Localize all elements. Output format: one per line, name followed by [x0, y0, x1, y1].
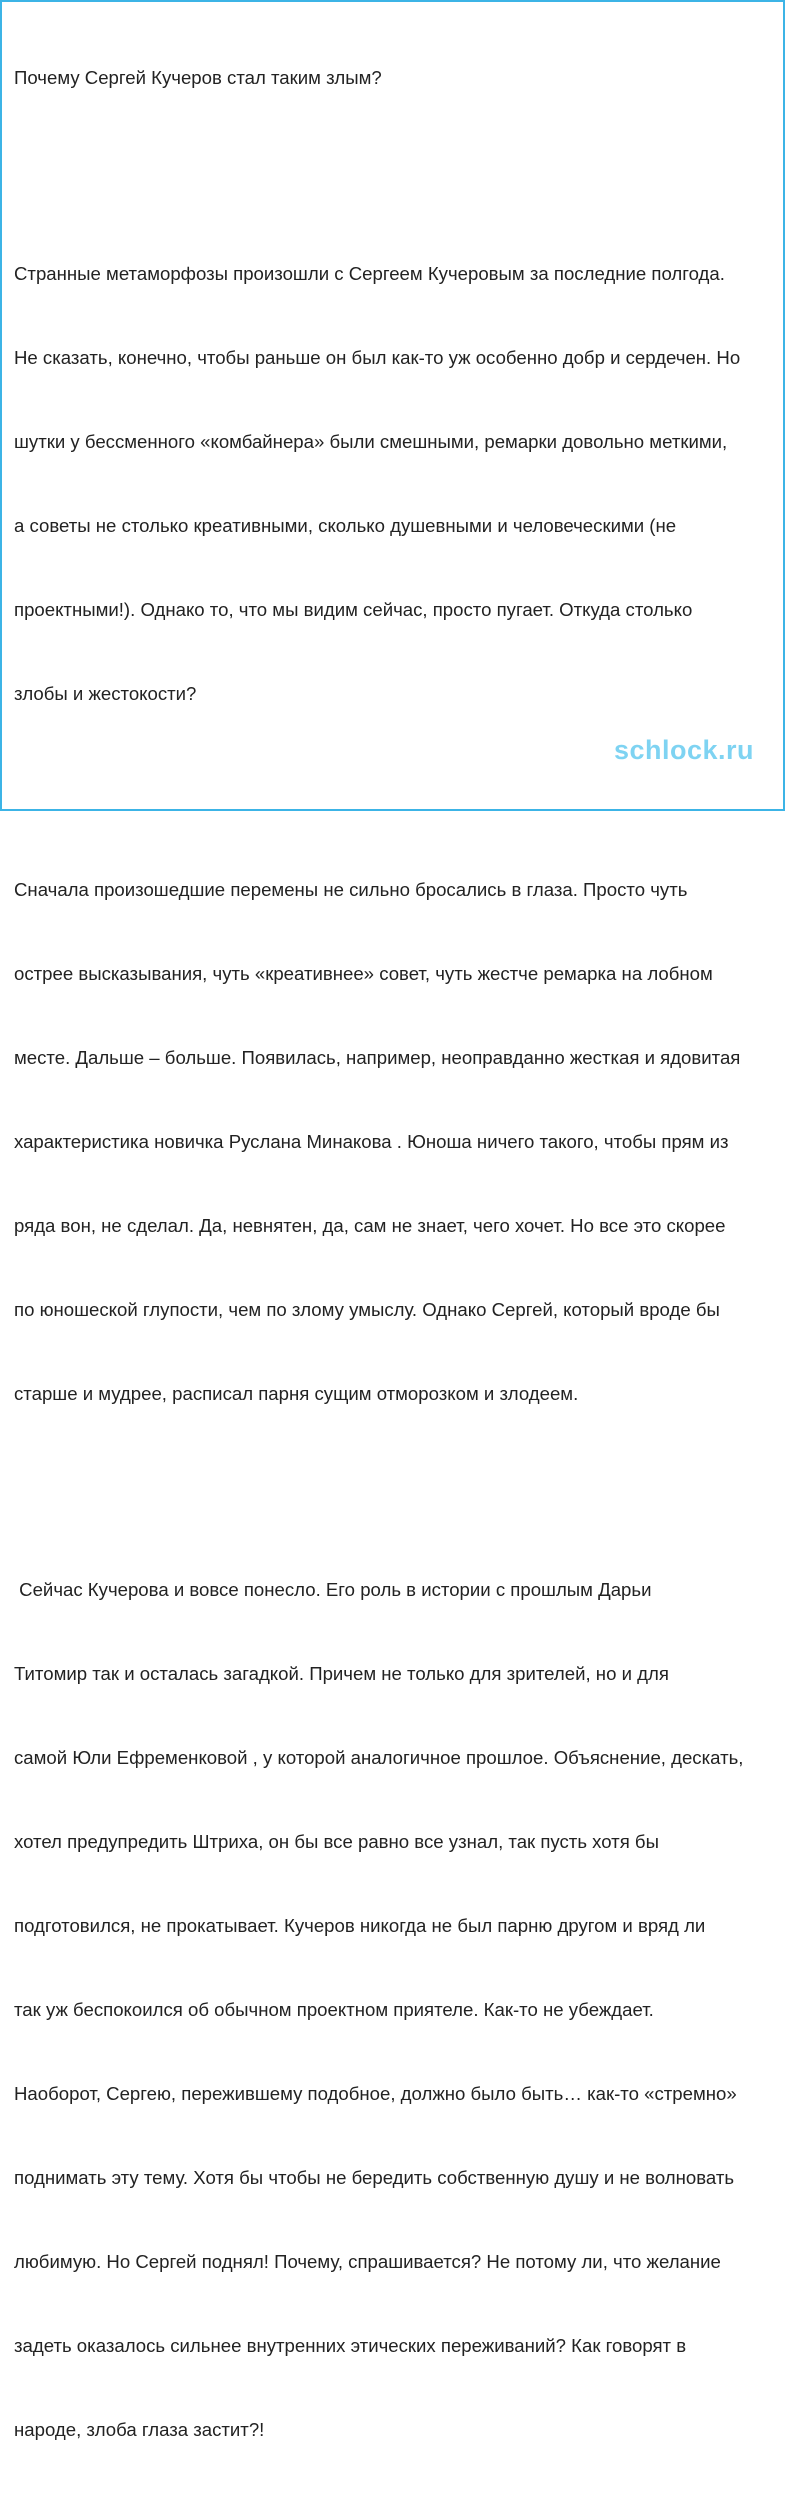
- paragraph-1-line-2: Не сказать, конечно, чтобы раньше он был как-то уж особенно добр и сердечен. Но: [14, 347, 741, 368]
- paragraph-3-line-7: Наоборот, Сергею, пережившему подобное, должно было быть… как-то «стремно»: [14, 2083, 737, 2104]
- paragraph-spacer: [14, 1464, 776, 1492]
- paragraph-1-line-3: шутки у бессменного «комбайнера» были смешными, ремарки довольно меткими,: [14, 431, 728, 452]
- paragraph-3-line-11: народе, злоба глаза застит?!: [14, 2419, 265, 2440]
- paragraph-spacer: [14, 764, 776, 792]
- article-title: Почему Сергей Кучеров стал таким злым?: [14, 67, 382, 88]
- paragraph-2-line-5: ряда вон, не сделал. Да, невнятен, да, сам не знает, чего хочет. Но все это скорее: [14, 1215, 726, 1236]
- paragraph-2-line-3: месте. Дальше – больше. Появилась, например, неоправданно жесткая и ядовитая: [14, 1047, 741, 1068]
- paragraph-3-line-2: Титомир так и осталась загадкой. Причем не только для зрителей, но и для: [14, 1663, 669, 1684]
- article-body: [14, 8, 776, 2500]
- paragraph-3-line-4: хотел предупредить Штриха, он бы все равно все узнал, так пусть хотя бы: [14, 1831, 659, 1852]
- paragraph-3-line-10: задеть оказалось сильнее внутренних этических переживаний? Как говорят в: [14, 2335, 687, 2356]
- paragraph-3-line-5: подготовился, не прокатывает. Кучеров никогда не был парню другом и вряд ли: [14, 1915, 706, 1936]
- paragraph-2-line-4: характеристика новичка Руслана Минакова . Юноша ничего такого, чтобы прям из: [14, 1131, 729, 1152]
- paragraph-3-line-6: так уж беспокоился об обычном проектном приятеле. Как-то не убеждает.: [14, 1999, 654, 2020]
- paragraph-2-line-7: старше и мудрее, расписал парня сущим отморозком и злодеем.: [14, 1383, 579, 1404]
- paragraph-2-line-6: по юношеской глупости, чем по злому умыслу. Однако Сергей, который вроде бы: [14, 1299, 720, 1320]
- paragraph-3-line-9: любимую. Но Сергей поднял! Почему, спрашивается? Не потому ли, что желание: [14, 2251, 721, 2272]
- paragraph-3-line-1: Сейчас Кучерова и вовсе понесло. Его роль в истории с прошлым Дарьи: [14, 1579, 652, 1600]
- paragraph-2-line-1: Сначала произошедшие перемены не сильно бросались в глаза. Просто чуть: [14, 879, 688, 900]
- paragraph-1-line-5: проектными!). Однако то, что мы видим сейчас, просто пугает. Откуда столько: [14, 599, 693, 620]
- paragraph-3-line-8: поднимать эту тему. Хотя бы чтобы не бередить собственную душу и не волновать: [14, 2167, 735, 2188]
- paragraph-3-line-3: самой Юли Ефременковой , у которой аналогичное прошлое. Объяснение, дескать,: [14, 1747, 744, 1768]
- paragraph-spacer: [14, 148, 776, 176]
- paragraph-2-line-2: острее высказывания, чуть «креативнее» совет, чуть жестче ремарка на лобном: [14, 963, 713, 984]
- paragraph-1-line-6: злобы и жестокости?: [14, 683, 197, 704]
- paragraph-1-line-1: Странные метаморфозы произошли с Сергеем Кучеровым за последние полгода.: [14, 263, 725, 284]
- site-watermark: schlock.ru: [614, 735, 755, 765]
- paragraph-1-line-4: а советы не столько креативными, сколько душевными и человеческими (не: [14, 515, 677, 536]
